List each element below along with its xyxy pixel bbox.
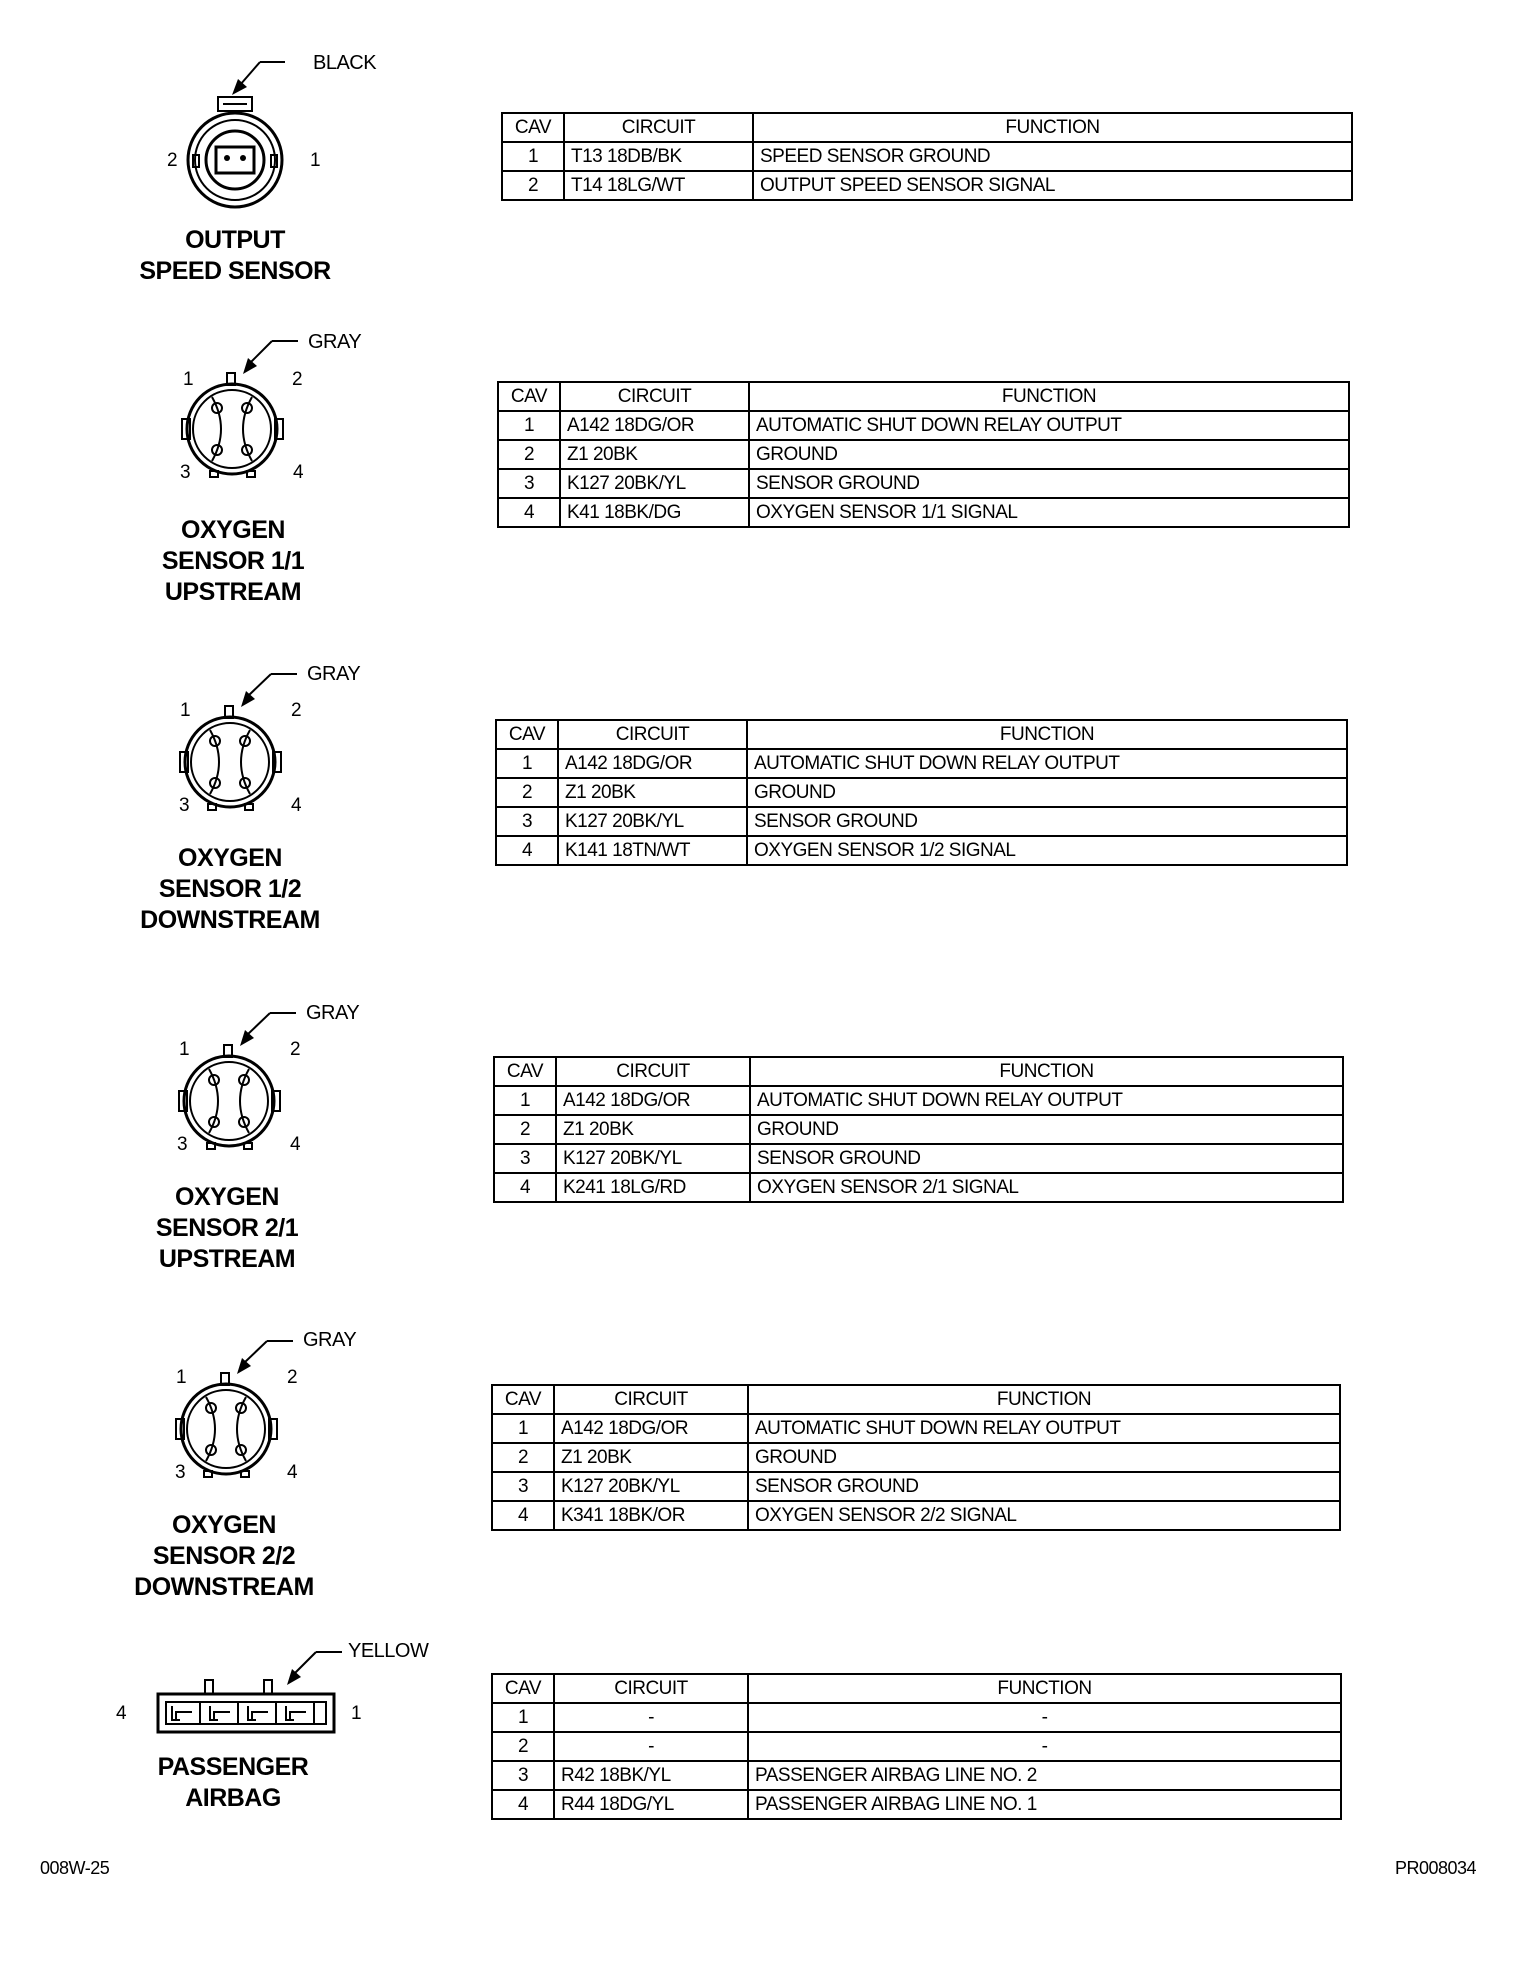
cavity-table: [495, 719, 1348, 866]
connector-title: OUTPUT SPEED SENSOR: [139, 226, 331, 285]
connector-color-label: GRAY: [307, 663, 361, 685]
cav-header: CAV: [498, 382, 560, 411]
table-header-row: [494, 1057, 1343, 1086]
cav-header: CAV: [496, 720, 558, 749]
table-row: 4 R44 18DG/YL PASSENGER AIRBAG LINE NO. 1: [492, 1790, 1341, 1819]
connector-passenger-airbag: [80, 1640, 500, 1900]
table-row: 4 K341 18BK/OR OXYGEN SENSOR 2/2 SIGNAL: [492, 1501, 1340, 1530]
table-row: 2 - -: [492, 1732, 1341, 1761]
circuit-header: CIRCUIT: [564, 113, 753, 142]
table-row: 4 K41 18BK/DG OXYGEN SENSOR 1/1 SIGNAL: [498, 498, 1349, 527]
table-row: 3 K127 20BK/YL SENSOR GROUND: [496, 807, 1347, 836]
connector-color-label: GRAY: [303, 1329, 357, 1351]
connector-title: PASSENGER AIRBAG: [157, 1753, 309, 1812]
table-row: 1 A142 18DG/OR AUTOMATIC SHUT DOWN RELAY OUTPUT: [496, 749, 1347, 778]
table-header-row: [492, 1674, 1341, 1703]
pin-label: 1: [183, 369, 194, 390]
circuit-header: CIRCUIT: [556, 1057, 750, 1086]
cavity-table: [501, 112, 1353, 201]
table-row: 1 A142 18DG/OR AUTOMATIC SHUT DOWN RELAY OUTPUT: [494, 1086, 1343, 1115]
table-row: 3 K127 20BK/YL SENSOR GROUND: [494, 1144, 1343, 1173]
connector-title: OXYGEN SENSOR 2/1 UPSTREAM: [155, 1183, 299, 1273]
pin-label: 3: [175, 1462, 186, 1483]
table-row: 1 T13 18DB/BK SPEED SENSOR GROUND: [502, 142, 1352, 171]
cavity-table: [493, 1056, 1344, 1203]
connector-color-label: GRAY: [306, 1002, 360, 1024]
cav-header: CAV: [502, 113, 564, 142]
pin-label: 3: [179, 795, 190, 816]
pin-label: 2: [291, 700, 302, 721]
table-row: 4 K141 18TN/WT OXYGEN SENSOR 1/2 SIGNAL: [496, 836, 1347, 865]
connector-color-label: BLACK: [313, 52, 377, 74]
pin-label: 4: [290, 1134, 301, 1155]
pin-label: 2: [290, 1039, 301, 1060]
function-header: FUNCTION: [747, 720, 1347, 749]
cav-header: CAV: [492, 1674, 554, 1703]
pin-label: 1: [180, 700, 191, 721]
table-header-row: [492, 1385, 1340, 1414]
pin-label: 3: [180, 462, 191, 483]
function-header: FUNCTION: [753, 113, 1352, 142]
pin-label: 1: [176, 1367, 187, 1388]
footer-figure-id: PR008034: [1395, 1858, 1477, 1878]
function-header: FUNCTION: [748, 1674, 1341, 1703]
function-header: FUNCTION: [748, 1385, 1340, 1414]
circuit-header: CIRCUIT: [554, 1385, 748, 1414]
cav-header: CAV: [494, 1057, 556, 1086]
table-row: 2 Z1 20BK GROUND: [494, 1115, 1343, 1144]
connector-color-label: YELLOW: [348, 1640, 429, 1662]
connector-title: OXYGEN SENSOR 1/2 DOWNSTREAM: [140, 844, 320, 934]
circuit-header: CIRCUIT: [560, 382, 749, 411]
circuit-header: CIRCUIT: [558, 720, 747, 749]
cavity-table: [491, 1384, 1341, 1531]
pin-label: 3: [177, 1134, 188, 1155]
table-header-row: [502, 113, 1352, 142]
table-row: 2 T14 18LG/WT OUTPUT SPEED SENSOR SIGNAL: [502, 171, 1352, 200]
table-row: 3 K127 20BK/YL SENSOR GROUND: [492, 1472, 1340, 1501]
connector-title: OXYGEN SENSOR 2/2 DOWNSTREAM: [134, 1511, 314, 1601]
function-header: FUNCTION: [749, 382, 1349, 411]
table-row: 1 - -: [492, 1703, 1341, 1732]
cav-header: CAV: [492, 1385, 554, 1414]
connector-oxygen-sensor-1-2: [80, 658, 500, 934]
table-header-row: [496, 720, 1347, 749]
pin-label: 1: [310, 150, 321, 171]
table-row: 3 K127 20BK/YL SENSOR GROUND: [498, 469, 1349, 498]
pin-label: 2: [292, 369, 303, 390]
circuit-header: CIRCUIT: [554, 1674, 748, 1703]
pin-label: 2: [167, 150, 178, 171]
pin-label: 1: [351, 1703, 362, 1724]
connector-oxygen-sensor-2-1: [80, 997, 500, 1273]
cavity-table: [491, 1673, 1342, 1820]
table-row: 2 Z1 20BK GROUND: [498, 440, 1349, 469]
table-header-row: [498, 382, 1349, 411]
table-row: 4 K241 18LG/RD OXYGEN SENSOR 2/1 SIGNAL: [494, 1173, 1343, 1202]
table-row: 2 Z1 20BK GROUND: [496, 778, 1347, 807]
connector-title: OXYGEN SENSOR 1/1 UPSTREAM: [161, 516, 305, 606]
table-row: 1 A142 18DG/OR AUTOMATIC SHUT DOWN RELAY OUTPUT: [492, 1414, 1340, 1443]
table-row: 2 Z1 20BK GROUND: [492, 1443, 1340, 1472]
pin-label: 2: [287, 1367, 298, 1388]
connector-oxygen-sensor-2-2: [80, 1325, 500, 1601]
cavity-table: [497, 381, 1350, 528]
connector-output-speed-sensor: [80, 45, 500, 305]
pin-label: 1: [179, 1039, 190, 1060]
function-header: FUNCTION: [750, 1057, 1343, 1086]
pin-label: 4: [291, 795, 302, 816]
footer-page-code: 008W-25: [40, 1858, 110, 1878]
pin-label: 4: [116, 1703, 127, 1724]
pin-label: 4: [287, 1462, 298, 1483]
table-row: 3 R42 18BK/YL PASSENGER AIRBAG LINE NO. 2: [492, 1761, 1341, 1790]
connector-color-label: GRAY: [308, 331, 362, 353]
table-row: 1 A142 18DG/OR AUTOMATIC SHUT DOWN RELAY OUTPUT: [498, 411, 1349, 440]
pin-label: 4: [293, 462, 304, 483]
connector-oxygen-sensor-1-1: [80, 325, 500, 606]
